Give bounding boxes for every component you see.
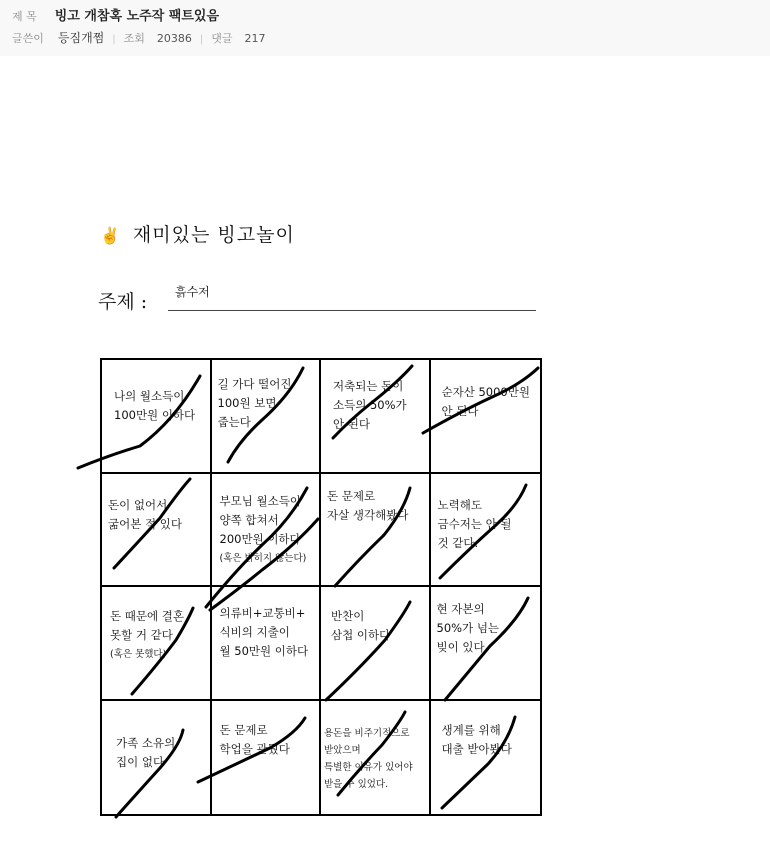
comments-count[interactable]: 217 [244,32,266,45]
cell-text: 의류비+교통비+ 식비의 지출이 월 50만원 이하다 [219,606,309,658]
bingo-cell [102,474,212,588]
bingo-cell [321,474,431,588]
bingo-board [100,358,542,816]
meta-divider: | [199,34,204,45]
victory-hand-icon: ✌ [100,226,121,245]
cell-text: 노력해도 금수저는 안 될 것 같다. [437,497,512,550]
views-label: 조회 [123,32,145,45]
topic-underline [168,310,536,311]
cell-text: 가족 소유의 집이 없다 [116,735,176,769]
cell-note: (혹은 밝히지 않는다) [219,552,307,564]
cell-main: 돈 때문에 결혼 못할 거 같다 [110,609,184,642]
bingo-cell [431,360,541,474]
bingo-cell [431,587,541,701]
cell-text: 돈이 없어서 굶어본 적 있다 [108,497,182,531]
bingo-cell [102,701,212,815]
comments-label: 댓글 [211,32,233,45]
cell-text: 길 가다 떨어진 100원 보면 줍는다 [217,377,292,429]
meta-row [12,29,266,46]
bingo-cell [431,474,541,588]
cell-note: (혹은 못했다) [110,649,167,660]
bingo-cell [212,587,322,701]
cell-text [220,492,307,569]
cell-text: 나의 월소득이 100만원 이하다 [114,389,196,422]
bingo-cell [102,360,212,474]
cell-text: 돈 문제로 자살 생각해봤다 [327,488,409,522]
bingo-title [100,220,295,247]
cell-text [110,607,184,665]
bingo-cell [321,701,431,815]
bingo-cell [212,360,322,474]
bingo-cell [212,474,322,588]
cell-text: 생계를 위해 대출 받아봤다 [441,722,512,756]
author-name[interactable]: 등짐개쩜 [57,31,105,45]
title-row [12,5,219,24]
cell-text: 돈 문제로 학업을 관뒀다 [219,722,290,756]
cell-text: 순자산 5000만원 안 된다 [441,385,530,418]
post-title: 빙고 개참혹 노주작 팩트있음 [54,9,220,24]
bingo-title-text: 재미있는 빙고놀이 [132,224,295,246]
cell-text: 용돈을 비주기적으로 받았으며 특별한 이유가 있어야 받을 수 있었다. [324,727,413,790]
cell-main: 부모님 월소득이 양쪽 합쳐서 200만원 이하다 [219,493,301,546]
cell-text: 저축되는 돈이 소득의 50%가 안 된다 [333,379,407,431]
bingo-cell [212,701,322,815]
bingo-cell [431,701,541,815]
author-label: 글쓴이 [12,32,44,45]
cell-text: 반찬이 삼첩 이하다 [331,609,391,642]
bingo-cell [321,360,431,474]
meta-divider: | [112,34,116,45]
views-count: 20386 [156,32,192,45]
bingo-cell [102,587,212,701]
topic-value: 흙수저 [175,285,210,299]
title-label: 제 목 [12,10,37,23]
cell-text: 현 자본의 50%가 넘는 빚이 있다 [436,602,500,654]
bingo-cell [321,587,431,701]
post-header [0,0,770,56]
topic-label: 주제 : [98,291,148,313]
